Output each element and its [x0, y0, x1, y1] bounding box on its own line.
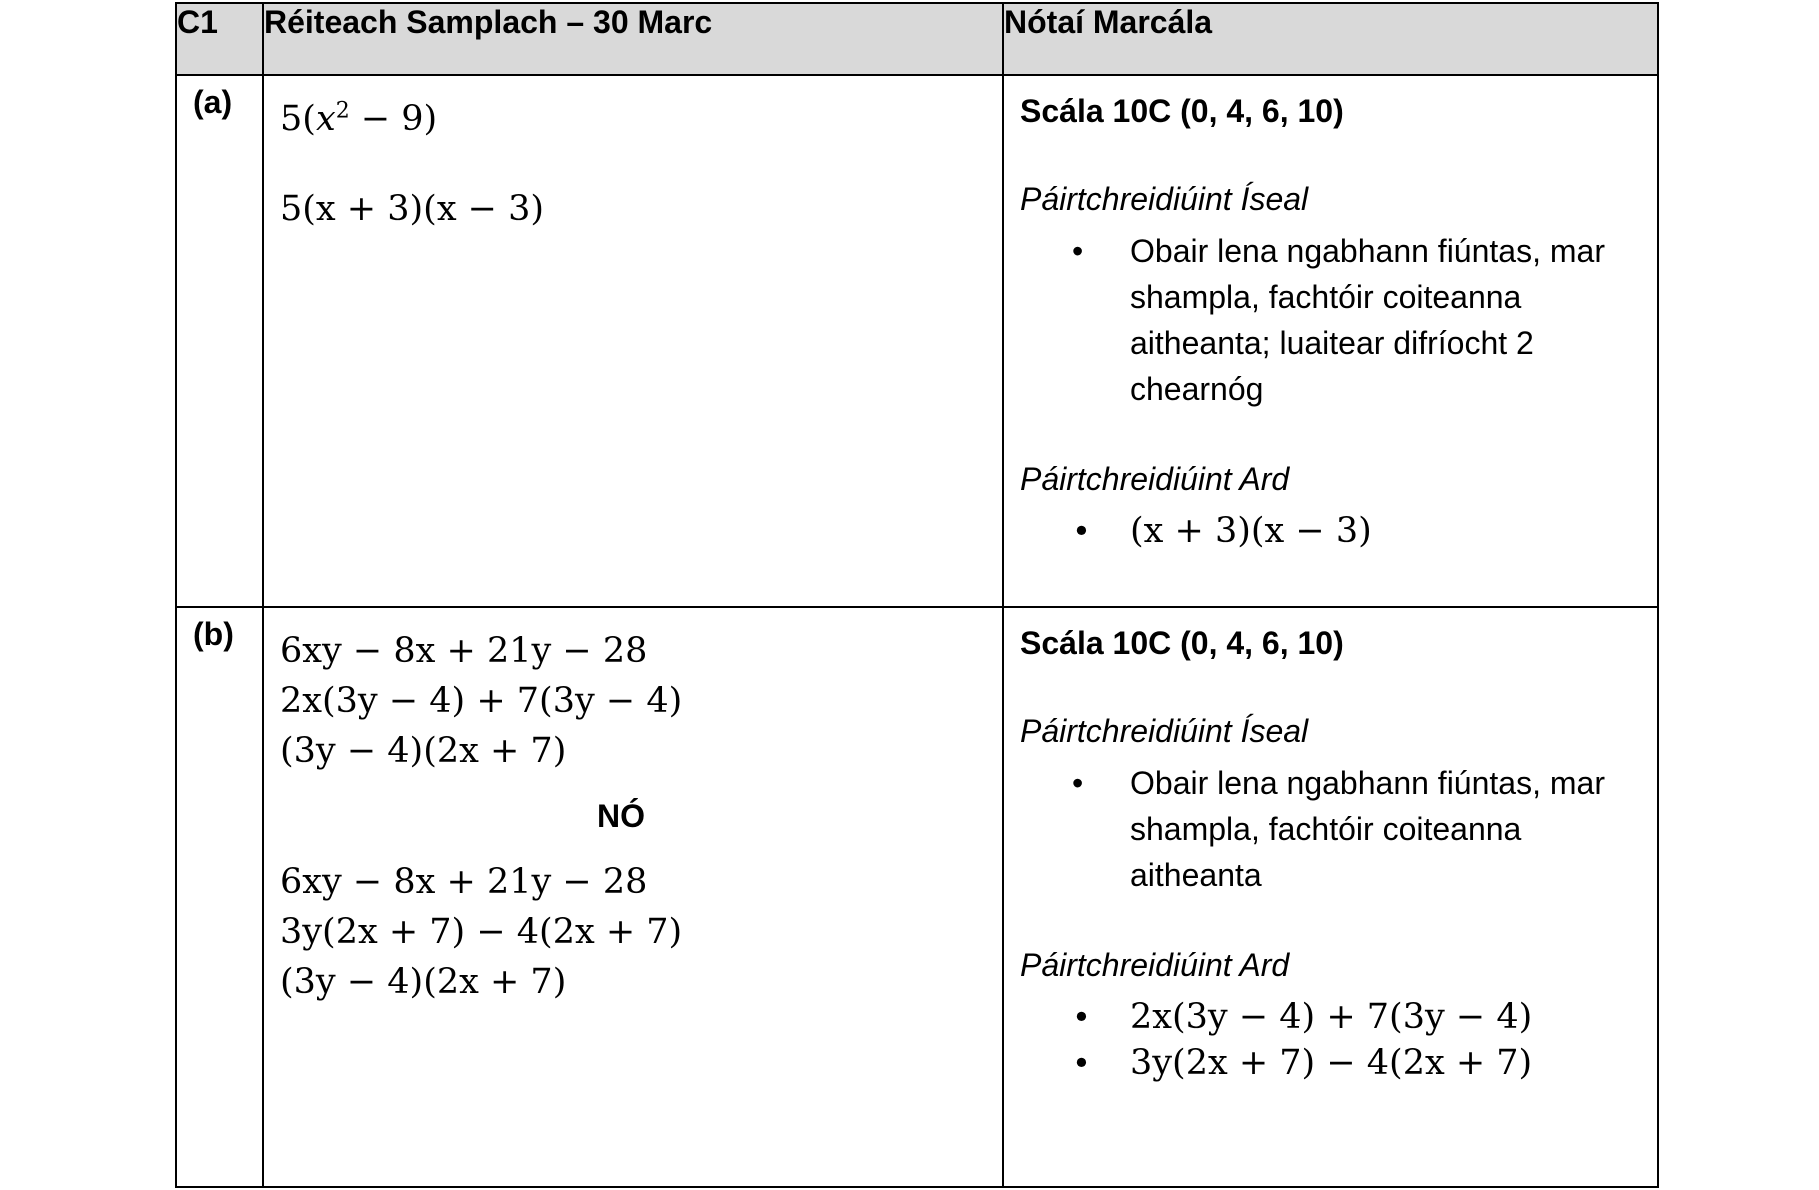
header-row: [176, 3, 1658, 75]
bullet-item: • Obair lena ngabhann fiúntas, mar shampla, fachtóir coiteanna aitheanta: [1130, 760, 1641, 898]
solution-line: 2x(3y − 4) + 7(3y − 4): [280, 681, 683, 721]
part-b-notes-cell: [1003, 607, 1658, 1187]
notes-header: Nótaí Marcála: [1003, 3, 1658, 75]
part-a-row: [176, 75, 1658, 607]
high-credit-title: Páirtchreidiúint Ard: [1020, 461, 1290, 497]
marking-scheme-table: [175, 2, 1659, 1188]
solution-line: (3y − 4)(2x + 7): [280, 962, 567, 1002]
bullet-item: • 3y(2x + 7) − 4(2x + 7): [1130, 1040, 1641, 1086]
bullet-item: • 2x(3y − 4) + 7(3y − 4): [1130, 994, 1641, 1040]
high-credit-list: [1020, 994, 1641, 1086]
high-credit-title: Páirtchreidiúint Ard: [1020, 947, 1290, 983]
part-a-notes-cell: [1003, 75, 1658, 607]
low-credit-list: [1020, 228, 1641, 412]
question-header: C1: [176, 3, 263, 75]
part-label: (a): [193, 84, 233, 120]
or-label: NÓ: [597, 798, 645, 834]
solution-line: $5(x^2 - 9)$: [280, 98, 438, 139]
low-credit-title: Páirtchreidiúint Íseal: [1020, 181, 1309, 217]
part-label: (b): [193, 616, 234, 652]
part-b-label-cell: [176, 607, 263, 1187]
bullet-item: • (x + 3)(x − 3): [1130, 508, 1641, 554]
part-b-row: [176, 607, 1658, 1187]
low-credit-title: Páirtchreidiúint Íseal: [1020, 713, 1309, 749]
part-b-solution-cell: [263, 607, 1003, 1187]
scale-label: Scála 10C (0, 4, 6, 10): [1020, 93, 1344, 129]
solution-header: Réiteach Samplach – 30 Marc: [263, 3, 1003, 75]
bullet-item: • Obair lena ngabhann fiúntas, mar shampla, fachtóir coiteanna aitheanta; luaitear difríocht 2 chearnóg: [1130, 228, 1641, 412]
solution-line: 6xy − 8x + 21y − 28: [280, 631, 648, 671]
low-credit-list: [1020, 760, 1641, 898]
solution-line: 5(x + 3)(x − 3): [280, 189, 545, 229]
solution-line: 3y(2x + 7) − 4(2x + 7): [280, 912, 683, 952]
scale-label: Scála 10C (0, 4, 6, 10): [1020, 625, 1344, 661]
solution-line: 6xy − 8x + 21y − 28: [280, 862, 648, 902]
solution-line: (3y − 4)(2x + 7): [280, 731, 567, 771]
part-a-label-cell: [176, 75, 263, 607]
part-a-solution-cell: [263, 75, 1003, 607]
high-credit-list: [1020, 508, 1641, 554]
